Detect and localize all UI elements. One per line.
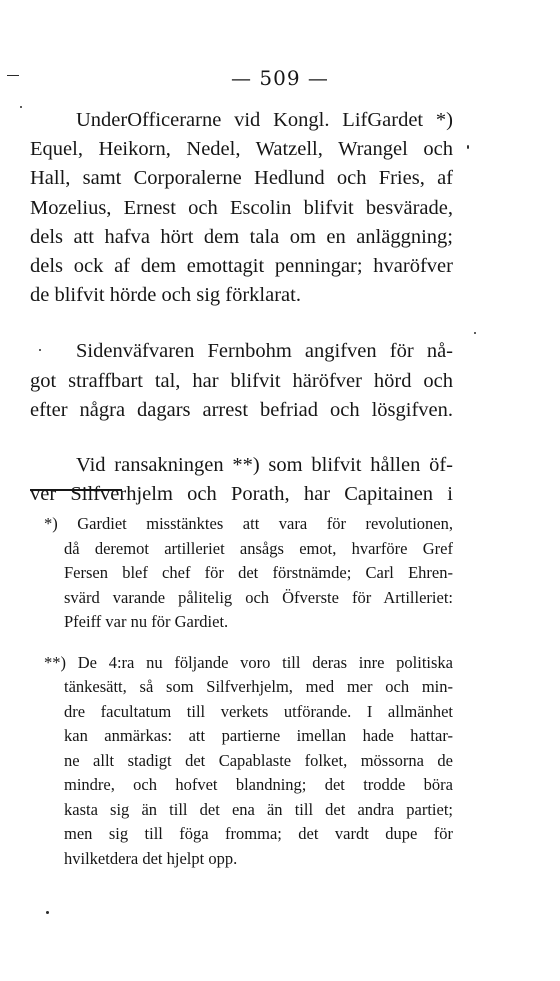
footnote-line: hvilketdera det hjelpt opp. xyxy=(64,848,238,868)
footnote-line: Fersen blef chef för det förstnämde; Carl Ehren- xyxy=(64,563,453,582)
footnote-line: ne allt stadigt det Capablaste folket, mössorna de xyxy=(64,750,453,770)
page-number: — 509 — xyxy=(231,66,329,90)
footnotes xyxy=(30,512,453,871)
main-text xyxy=(30,106,453,509)
footnote-line: Pfeiff var nu för Gardiet. xyxy=(64,612,229,631)
text-line: dels att hafva hört dem tala om en anläggning; xyxy=(30,225,453,248)
text-line: UnderOfficerarne vid Kongl. LifGardet *) xyxy=(76,109,453,131)
footnote-line: kan anmärkas: att partierne imellan hade hattar- xyxy=(64,726,453,745)
text-line: Sidenväfvaren Fernbohm angifven för nå- xyxy=(76,340,453,363)
paragraph-3 xyxy=(30,451,453,509)
text-line: Vid ransakningen **) som blifvit hållen öf- xyxy=(76,454,453,477)
text-line: Hall, samt Corporalerne Hedlund och Fries, af xyxy=(30,167,453,190)
footnote-1 xyxy=(30,512,453,635)
text-line: ver Silfverhjelm och Porath, har Capitainen i xyxy=(30,483,453,506)
footnote-2 xyxy=(30,651,453,872)
text-line: Mozelius, Ernest och Escolin blifvit besvärade, xyxy=(30,196,453,219)
text-line: efter några dagars arrest befriad och lösgifven. xyxy=(30,398,453,421)
paragraph-1 xyxy=(30,106,453,310)
footnote-line: dre facultatum till verkets utförande. I allmänhet xyxy=(64,701,453,721)
paragraph-2 xyxy=(30,337,453,425)
footnote-line: då deremot artilleriet ansågs emot, hvarföre Gref xyxy=(64,538,453,558)
footnote-line: **) De 4:ra nu följande voro till deras inre politiska xyxy=(44,652,453,672)
footnote-line: men sig till föga fromma; det vardt dupe för xyxy=(64,824,453,843)
text-line: Equel, Heikorn, Nedel, Watzell, Wrangel och xyxy=(30,138,453,161)
footnote-line: svärd varande pålitelig och Öfverste för Artilleriet: xyxy=(64,587,453,607)
footnote-line: *) Gardiet misstänktes att vara för revolutionen, xyxy=(44,514,453,533)
text-line: got straffbart tal, har blifvit häröfver hörd och xyxy=(30,369,453,392)
text-line: de blifvit hörde och sig förklarat. xyxy=(30,284,301,307)
footnote-line: tänkesätt, så som Silfverhjelm, med mer och min- xyxy=(64,677,453,696)
footnote-line: kasta sig än till det ena än till det andra partiet; xyxy=(64,799,453,819)
footnote-line: mindre, och hofvet blandning; det trodde böra xyxy=(64,775,453,794)
text-line: dels ock af dem emottagit penningar; hvaröfver xyxy=(30,255,453,278)
footnote-rule xyxy=(30,489,122,491)
